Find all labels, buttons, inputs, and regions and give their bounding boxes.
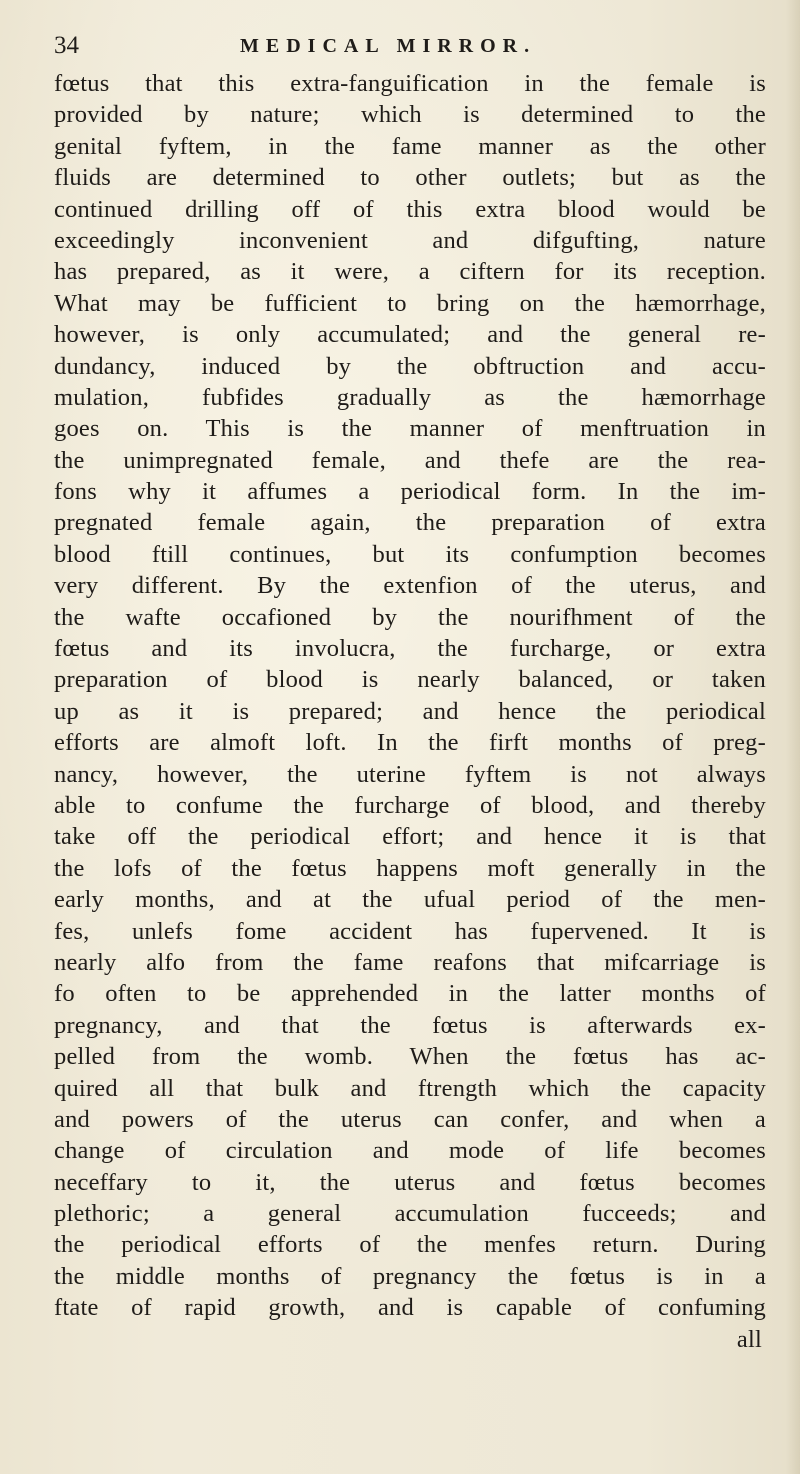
text-line: very different. By the extenfion of the uterus, and [54, 572, 766, 600]
text-line: able to confume the furcharge of blood, and thereby [54, 791, 766, 819]
catchword: all [736, 1325, 762, 1353]
text-line: neceffary to it, the uterus and fœtus becomes [54, 1168, 766, 1196]
page-number: 34 [54, 32, 79, 59]
text-line: early months, and at the ufual period of the men- [54, 886, 766, 914]
text-line: however, is only accumulated; and the general re- [54, 321, 766, 349]
text-line: pregnancy, and that the fœtus is afterwards ex- [54, 1011, 766, 1039]
text-line: fes, unlefs fome accident has fupervened. It is [54, 917, 766, 945]
text-line: pregnated female again, the preparation of extra [54, 509, 766, 537]
page-header [54, 30, 764, 62]
text-line: pelled from the womb. When the fœtus has ac- [54, 1043, 766, 1071]
text-line: has prepared, as it were, a ciftern for its reception. [54, 258, 766, 286]
text-line: mulation, fubfides gradually as the hæmorrhage [54, 383, 766, 411]
text-line: take off the periodical effort; and hence it is that [54, 823, 766, 851]
text-line: provided by nature; which is determined to the [54, 101, 766, 129]
text-line: fo often to be apprehended in the latter months of [54, 980, 766, 1008]
text-line: the wafte occafioned by the nourifhment of the [54, 603, 766, 631]
text-line: goes on. This is the manner of menftruation in [54, 415, 766, 443]
page-edge-shadow [786, 0, 800, 1474]
text-line: preparation of blood is nearly balanced, or taken [54, 666, 766, 694]
text-line: fluids are determined to other outlets; but as the [54, 164, 766, 192]
running-head: MEDICAL MIRROR. [240, 35, 537, 57]
text-line: quired all that bulk and ftrength which the capacity [54, 1074, 766, 1102]
text-line: efforts are almoft loft. In the firft months of preg- [54, 729, 766, 757]
text-line: up as it is prepared; and hence the periodical [54, 697, 766, 725]
text-line: and powers of the uterus can confer, and when a [54, 1105, 766, 1133]
text-line: fœtus that this extra-fanguification in the female is [54, 70, 766, 97]
body-text [54, 68, 766, 1355]
text-line: exceedingly inconvenient and difgufting, nature [54, 226, 766, 254]
text-line: blood ftill continues, but its confumption becomes [54, 540, 766, 568]
text-line: the lofs of the fœtus happens moft generally in the [54, 854, 766, 882]
text-line: the unimpregnated female, and thefe are the rea- [54, 446, 766, 474]
text-line: nancy, however, the uterine fyftem is not always [54, 760, 766, 788]
text-line: ftate of rapid growth, and is capable of confuming [54, 1294, 766, 1322]
text-line: dundancy, induced by the obftruction and accu- [54, 352, 766, 380]
text-line: genital fyftem, in the fame manner as the other [54, 132, 766, 160]
text-line: the middle months of pregnancy the fœtus is in a [54, 1262, 766, 1290]
text-line: change of circulation and mode of life becomes [54, 1137, 766, 1165]
text-line: nearly alfo from the fame reafons that mifcarriage is [54, 948, 766, 976]
text-line: the periodical efforts of the menfes return. During [54, 1231, 766, 1259]
text-line: plethoric; a general accumulation fucceeds; and [54, 1200, 766, 1228]
text-line: fœtus and its involucra, the furcharge, or extra [54, 635, 766, 663]
text-line: fons why it affumes a periodical form. In the im- [54, 478, 766, 506]
text-line: continued drilling off of this extra blood would be [54, 195, 766, 223]
text-line: What may be fufficient to bring on the hæmorrhage, [54, 289, 766, 317]
